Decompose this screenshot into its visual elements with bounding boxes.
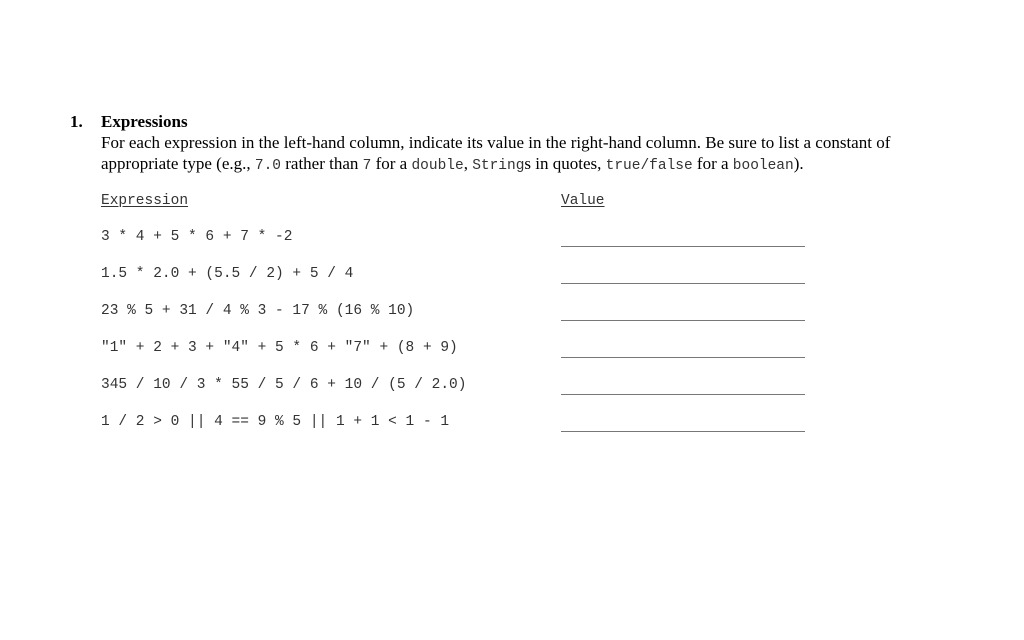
instructions-text: ).	[793, 154, 804, 173]
table-row	[101, 266, 811, 303]
code-keyword-double: double	[411, 158, 464, 174]
expression-text: 345 / 10 / 3 * 55 / 5 / 6 + 10 / (5 / 2.0)	[101, 377, 467, 393]
value-answer-field[interactable]	[561, 394, 805, 395]
table-row	[101, 229, 811, 266]
table-row	[101, 340, 811, 377]
question-number: 1.	[70, 112, 83, 131]
expression-column-header: Expression	[101, 193, 189, 209]
value-answer-field[interactable]	[561, 283, 805, 284]
code-keyword-boolean: boolean	[732, 158, 794, 174]
value-answer-field[interactable]	[561, 320, 805, 321]
code-example-double-value: 7.0	[254, 158, 281, 174]
code-example-int-value: 7	[362, 158, 372, 174]
table-row	[101, 377, 811, 414]
expression-table	[101, 229, 811, 451]
expression-text: 3 * 4 + 5 * 6 + 7 * -2	[101, 229, 293, 245]
instructions-text: rather than	[281, 154, 363, 173]
value-answer-field[interactable]	[561, 357, 805, 358]
table-row	[101, 303, 811, 340]
question-instructions	[101, 132, 961, 177]
expression-text: 23 % 5 + 31 / 4 % 3 - 17 % (16 % 10)	[101, 303, 415, 319]
instructions-text: For each expression in the left-hand column, indicate its value in the right-hand column. Be sure to list a constant of appropriate type (e.g.,	[101, 133, 891, 173]
expression-text: 1 / 2 > 0 || 4 == 9 % 5 || 1 + 1 < 1 - 1	[101, 414, 450, 430]
value-answer-field[interactable]	[561, 431, 805, 432]
instructions-text: s in quotes,	[524, 154, 606, 173]
question-title: Expressions	[101, 112, 188, 131]
value-column-header: Value	[561, 193, 605, 209]
expression-text: 1.5 * 2.0 + (5.5 / 2) + 5 / 4	[101, 266, 354, 282]
expression-text: "1" + 2 + 3 + "4" + 5 * 6 + "7" + (8 + 9)	[101, 340, 458, 356]
value-answer-field[interactable]	[561, 246, 805, 247]
code-keyword-true-false: true/false	[605, 158, 693, 174]
code-keyword-string: String	[472, 158, 525, 174]
instructions-text: for a	[692, 154, 733, 173]
instructions-text: for a	[371, 154, 412, 173]
instructions-text: ,	[463, 154, 473, 173]
table-row	[101, 414, 811, 451]
